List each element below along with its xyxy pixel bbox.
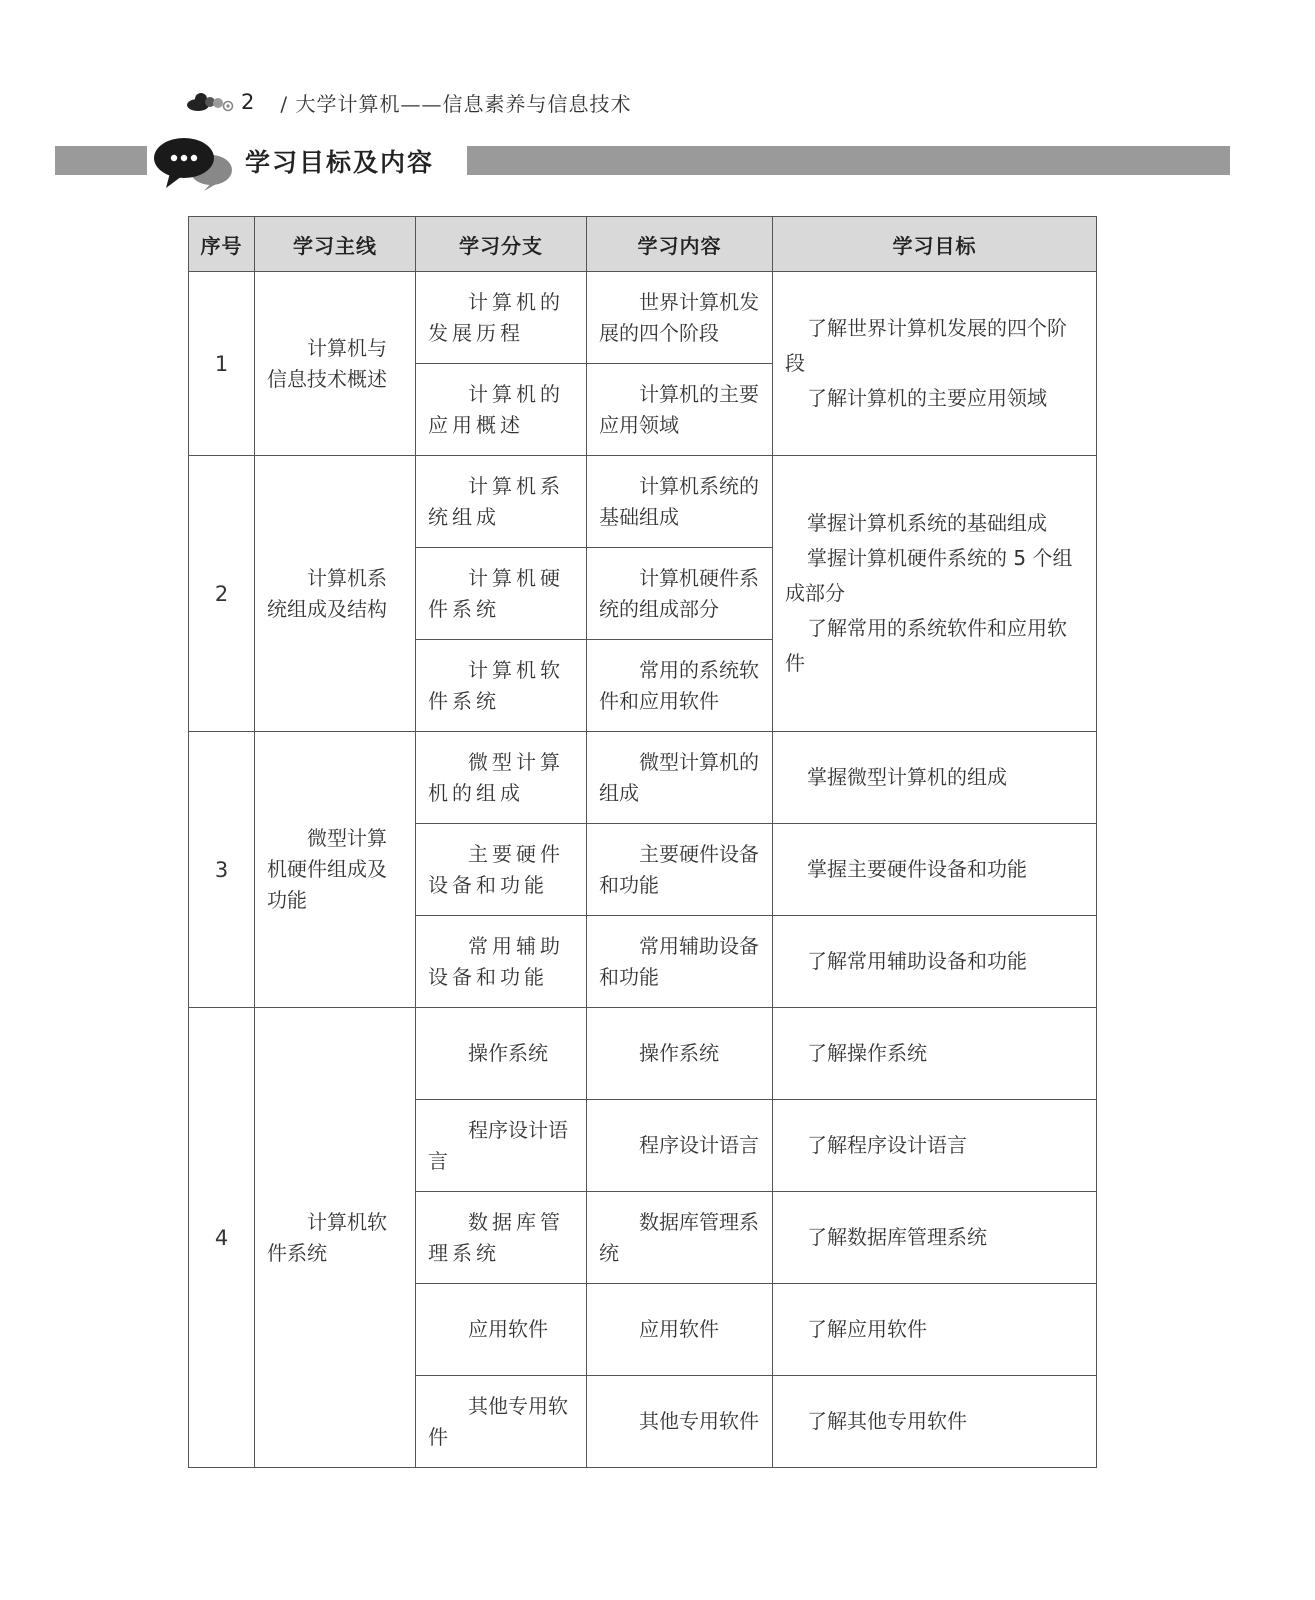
goal-text: 掌握计算机系统的基础组成 bbox=[807, 511, 1047, 535]
goal-cell bbox=[773, 1284, 1097, 1376]
content-text: 常用辅助设备和功能 bbox=[599, 933, 759, 989]
goal-text: 了解数据库管理系统 bbox=[807, 1225, 987, 1249]
main-line-cell bbox=[255, 456, 416, 732]
branch-cell bbox=[416, 640, 587, 732]
header-cell: 序号 bbox=[189, 217, 255, 272]
branch-cell bbox=[416, 1192, 587, 1284]
main-line-text: 计算机与信息技术概述 bbox=[267, 335, 387, 391]
branch-cell bbox=[416, 824, 587, 916]
branch-text: 微型计算机的组成 bbox=[428, 749, 564, 805]
content-cell bbox=[587, 1008, 773, 1100]
content-cell bbox=[587, 732, 773, 824]
branch-text: 计算机系统组成 bbox=[428, 473, 564, 529]
goal-cell bbox=[773, 1192, 1097, 1284]
goal-cell bbox=[773, 732, 1097, 824]
section-bar-left bbox=[55, 146, 147, 175]
row-number: 1 bbox=[189, 272, 255, 456]
header-cell: 学习主线 bbox=[255, 217, 416, 272]
content-text: 计算机硬件系统的组成部分 bbox=[599, 565, 759, 621]
branch-text: 其他专用软件 bbox=[428, 1393, 568, 1449]
content-text: 世界计算机发展的四个阶段 bbox=[599, 289, 759, 345]
content-cell bbox=[587, 548, 773, 640]
branch-cell bbox=[416, 1376, 587, 1468]
content-text: 计算机系统的基础组成 bbox=[599, 473, 759, 529]
content-text: 程序设计语言 bbox=[639, 1133, 759, 1157]
branch-text: 计算机硬件系统 bbox=[428, 565, 564, 621]
branch-text: 常用辅助设备和功能 bbox=[428, 933, 564, 989]
goal-cell bbox=[773, 456, 1097, 732]
branch-cell bbox=[416, 548, 587, 640]
goal-text: 了解应用软件 bbox=[807, 1317, 927, 1341]
goal-text: 了解计算机的主要应用领域 bbox=[807, 386, 1047, 410]
branch-cell bbox=[416, 272, 587, 364]
content-text: 常用的系统软件和应用软件 bbox=[599, 657, 759, 713]
content-cell bbox=[587, 1192, 773, 1284]
table-header-row bbox=[189, 217, 1097, 272]
content-text: 计算机的主要应用领域 bbox=[599, 381, 759, 437]
goal-text: 掌握微型计算机的组成 bbox=[807, 765, 1007, 789]
row-number: 2 bbox=[189, 456, 255, 732]
row-number: 4 bbox=[189, 1008, 255, 1468]
goal-text: 了解程序设计语言 bbox=[807, 1133, 967, 1157]
content-cell bbox=[587, 1376, 773, 1468]
branch-text: 计算机的发展历程 bbox=[428, 289, 564, 345]
content-cell bbox=[587, 456, 773, 548]
goal-text: 了解世界计算机发展的四个阶段 bbox=[785, 316, 1067, 375]
goal-text: 了解操作系统 bbox=[807, 1041, 927, 1065]
main-line-cell bbox=[255, 272, 416, 456]
branch-text: 数据库管理系统 bbox=[428, 1209, 564, 1265]
branch-text: 操作系统 bbox=[468, 1041, 548, 1065]
content-cell bbox=[587, 1100, 773, 1192]
branch-text: 计算机的应用概述 bbox=[428, 381, 564, 437]
main-line-text: 计算机软件系统 bbox=[267, 1209, 387, 1265]
goal-text: 了解其他专用软件 bbox=[807, 1409, 967, 1433]
header-cell: 学习内容 bbox=[587, 217, 773, 272]
goal-cell bbox=[773, 272, 1097, 456]
content-cell bbox=[587, 1284, 773, 1376]
content-cell bbox=[587, 364, 773, 456]
goal-text: 掌握主要硬件设备和功能 bbox=[807, 857, 1027, 881]
branch-text: 计算机软件系统 bbox=[428, 657, 564, 713]
content-cell bbox=[587, 640, 773, 732]
main-line-text: 微型计算机硬件组成及功能 bbox=[267, 826, 387, 912]
cloud-gear-icon bbox=[185, 88, 235, 116]
main-line-text: 计算机系统组成及结构 bbox=[267, 565, 387, 621]
content-text: 数据库管理系统 bbox=[599, 1209, 759, 1265]
branch-text: 主要硬件设备和功能 bbox=[428, 841, 564, 897]
table-row bbox=[189, 456, 1097, 548]
branch-cell bbox=[416, 364, 587, 456]
content-text: 应用软件 bbox=[639, 1317, 719, 1341]
page-number: 2 bbox=[241, 90, 255, 114]
row-number: 3 bbox=[189, 732, 255, 1008]
table-row bbox=[189, 272, 1097, 364]
goal-text: 掌握计算机硬件系统的 5 个组成部分 bbox=[785, 546, 1073, 605]
learning-objectives-table bbox=[188, 216, 1097, 1468]
branch-cell bbox=[416, 732, 587, 824]
chat-bubble-icon bbox=[152, 136, 236, 192]
book-title: / 大学计算机——信息素养与信息技术 bbox=[280, 91, 632, 116]
branch-text: 应用软件 bbox=[468, 1317, 548, 1341]
branch-cell bbox=[416, 1100, 587, 1192]
branch-cell bbox=[416, 1008, 587, 1100]
section-bar-right bbox=[467, 146, 1230, 175]
section-title: 学习目标及内容 bbox=[245, 148, 435, 177]
content-cell bbox=[587, 272, 773, 364]
goal-cell bbox=[773, 1376, 1097, 1468]
content-text: 其他专用软件 bbox=[639, 1409, 759, 1433]
table-row bbox=[189, 732, 1097, 824]
branch-cell bbox=[416, 916, 587, 1008]
goal-cell bbox=[773, 916, 1097, 1008]
main-line-cell bbox=[255, 732, 416, 1008]
content-cell bbox=[587, 824, 773, 916]
branch-text: 程序设计语言 bbox=[428, 1117, 568, 1173]
header-cell: 学习分支 bbox=[416, 217, 587, 272]
goal-cell bbox=[773, 1008, 1097, 1100]
content-text: 微型计算机的组成 bbox=[599, 749, 759, 805]
goal-text: 了解常用的系统软件和应用软件 bbox=[785, 616, 1067, 675]
goal-cell bbox=[773, 1100, 1097, 1192]
goal-cell bbox=[773, 824, 1097, 916]
content-text: 操作系统 bbox=[639, 1041, 719, 1065]
content-text: 主要硬件设备和功能 bbox=[599, 841, 759, 897]
content-cell bbox=[587, 916, 773, 1008]
branch-cell bbox=[416, 456, 587, 548]
branch-cell bbox=[416, 1284, 587, 1376]
goal-text: 了解常用辅助设备和功能 bbox=[807, 949, 1027, 973]
table-row bbox=[189, 1008, 1097, 1100]
header-cell: 学习目标 bbox=[773, 217, 1097, 272]
running-head bbox=[185, 86, 631, 118]
main-line-cell bbox=[255, 1008, 416, 1468]
